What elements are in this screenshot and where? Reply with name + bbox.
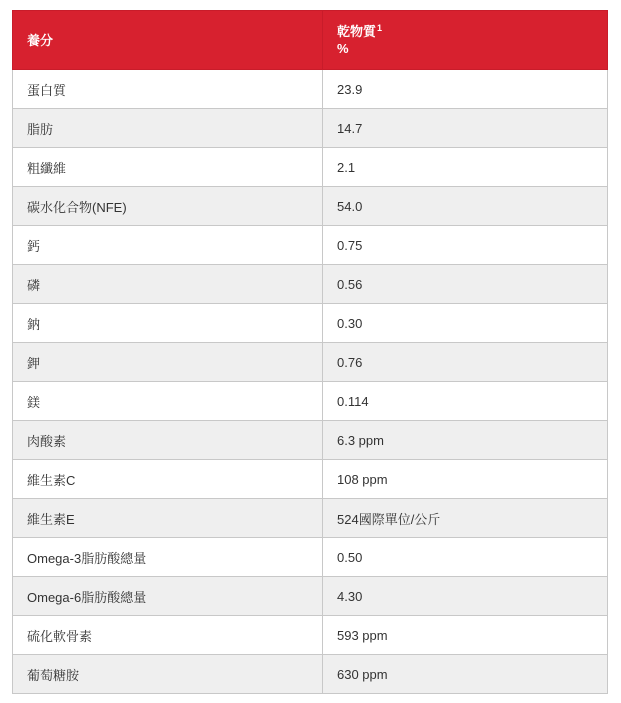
table-body <box>13 70 608 694</box>
table-row <box>13 460 608 499</box>
value-cell: 2.1 <box>323 148 608 187</box>
header-dry-matter-label: 乾物質 <box>337 24 377 39</box>
table-row <box>13 304 608 343</box>
value-cell: 23.9 <box>323 70 608 109</box>
table-row <box>13 109 608 148</box>
header-dry-matter <box>323 11 608 70</box>
value-cell: 14.7 <box>323 109 608 148</box>
nutrient-cell: 硫化軟骨素 <box>13 616 323 655</box>
nutrient-cell: 粗纖維 <box>13 148 323 187</box>
header-row <box>13 11 608 70</box>
header-dry-matter-unit: % <box>337 41 349 56</box>
value-cell: 630 ppm <box>323 655 608 694</box>
value-cell: 54.0 <box>323 187 608 226</box>
table-row <box>13 382 608 421</box>
table-row <box>13 148 608 187</box>
nutrient-cell: 葡萄糖胺 <box>13 655 323 694</box>
header-nutrient-label: 養分 <box>27 32 54 48</box>
nutrient-cell: 鉀 <box>13 343 323 382</box>
header-nutrient <box>13 11 323 70</box>
value-cell: 0.75 <box>323 226 608 265</box>
table-row <box>13 538 608 577</box>
table-row <box>13 187 608 226</box>
table-row <box>13 616 608 655</box>
nutrient-cell: 肉酸素 <box>13 421 323 460</box>
table-row <box>13 70 608 109</box>
value-cell: 6.3 ppm <box>323 421 608 460</box>
nutrient-cell: 維生素E <box>13 499 323 538</box>
value-cell: 0.76 <box>323 343 608 382</box>
table-row <box>13 421 608 460</box>
value-cell: 0.114 <box>323 382 608 421</box>
nutrient-cell: 維生素C <box>13 460 323 499</box>
table-row <box>13 343 608 382</box>
nutrient-cell: 脂肪 <box>13 109 323 148</box>
nutrient-cell: 蛋白質 <box>13 70 323 109</box>
table-row <box>13 265 608 304</box>
table-header <box>13 11 608 70</box>
value-cell: 108 ppm <box>323 460 608 499</box>
footnote-marker: 1 <box>377 23 383 33</box>
table-row <box>13 499 608 538</box>
table-row <box>13 577 608 616</box>
nutrition-table <box>12 10 608 694</box>
nutrient-cell: 碳水化合物(NFE) <box>13 187 323 226</box>
value-cell: 593 ppm <box>323 616 608 655</box>
nutrient-cell: 磷 <box>13 265 323 304</box>
nutrient-cell: Omega-6脂肪酸總量 <box>13 577 323 616</box>
table-row <box>13 226 608 265</box>
table-row <box>13 655 608 694</box>
value-cell: 524國際單位/公斤 <box>323 499 608 538</box>
value-cell: 0.50 <box>323 538 608 577</box>
nutrition-table-container <box>12 10 607 694</box>
nutrient-cell: Omega-3脂肪酸總量 <box>13 538 323 577</box>
value-cell: 4.30 <box>323 577 608 616</box>
value-cell: 0.30 <box>323 304 608 343</box>
nutrient-cell: 鈣 <box>13 226 323 265</box>
value-cell: 0.56 <box>323 265 608 304</box>
nutrient-cell: 鈉 <box>13 304 323 343</box>
nutrient-cell: 鎂 <box>13 382 323 421</box>
